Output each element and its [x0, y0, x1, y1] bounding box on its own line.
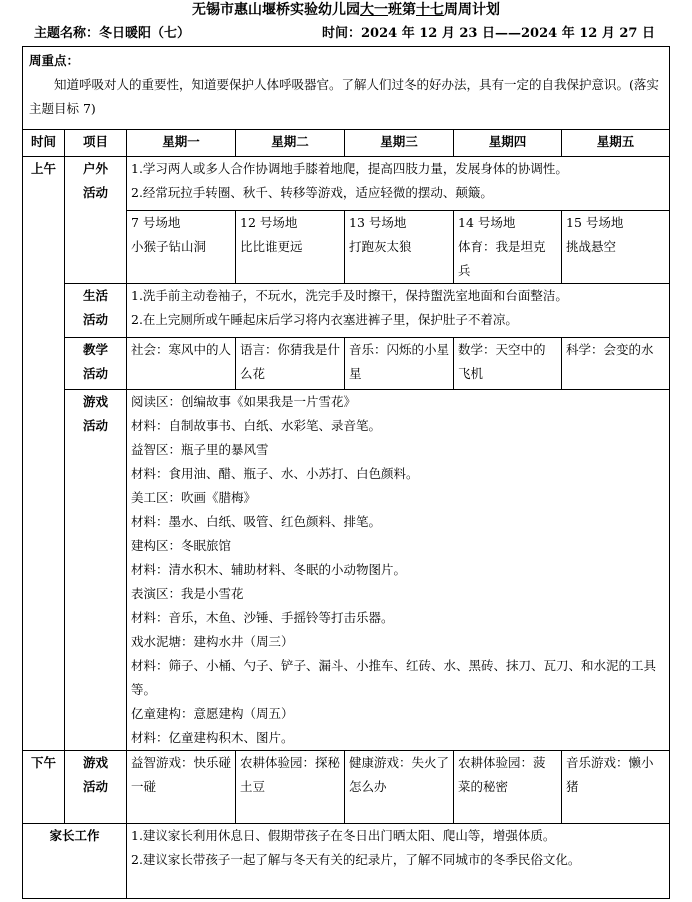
outdoor-label-line2: 活动 [82, 185, 108, 200]
outdoor-game: 比比谁更远 [240, 239, 303, 254]
games-line: 美工区：吹画《腊梅》 [131, 490, 257, 505]
outdoor-field: 13 号场地 [349, 215, 407, 230]
header-tuesday: 星期二 [236, 130, 345, 157]
games-label-line1: 游戏 [82, 394, 108, 409]
outdoor-label-line1: 户外 [82, 161, 108, 176]
theme-name: 主题名称：冬日暖阳（七） [34, 26, 191, 41]
page-title [0, 0, 692, 20]
life-goals [127, 284, 670, 338]
parents-label: 家长工作 [23, 824, 127, 899]
title-week: 十七 [416, 2, 444, 18]
outdoor-wednesday [345, 211, 454, 284]
outdoor-game: 挑战悬空 [566, 239, 617, 254]
afternoon-wednesday: 健康游戏：失火了怎么办 [345, 751, 454, 824]
header-monday: 星期一 [127, 130, 236, 157]
games-line: 材料：食用油、醋、瓶子、水、小苏打、白色颜料。 [131, 466, 419, 481]
life-label [65, 284, 127, 338]
games-line: 亿童建构：意愿建构（周五） [131, 706, 294, 721]
teaching-label [65, 338, 127, 390]
games-label [65, 390, 127, 751]
afternoon-tuesday: 农耕体验园：探秘土豆 [236, 751, 345, 824]
games-line: 材料：筛子、小桶、勺子、铲子、漏斗、小推车、红砖、水、黑砖、抹刀、瓦刀、和水泥的工具等。 [131, 658, 657, 697]
games-line: 材料：自制故事书、白纸、水彩笔、录音笔。 [131, 418, 382, 433]
outdoor-game: 体育：我是坦克兵 [458, 239, 546, 278]
games-content [127, 390, 670, 751]
games-line: 戏水泥塘：建构水井（周三） [131, 634, 294, 649]
title-prefix: 无锡市惠山堰桥实验幼儿园 [192, 2, 360, 18]
outdoor-game: 小猴子钻山洞 [131, 239, 207, 254]
parents-line-2: 2.建议家长带孩子一起了解与冬天有关的纪录片，了解不同城市的冬季民俗文化。 [131, 852, 581, 867]
life-label-line1: 生活 [82, 288, 108, 303]
title-class-name: 大一 [360, 2, 388, 18]
outdoor-thursday [454, 211, 562, 284]
teaching-tuesday: 语言：你猜我是什么花 [236, 338, 345, 390]
games-line: 建构区：冬眠旅馆 [131, 538, 232, 553]
parents-content [127, 824, 670, 899]
games-line: 材料：墨水、白纸、吸管、红色颜料、排笔。 [131, 514, 382, 529]
header-wednesday: 星期三 [345, 130, 454, 157]
teaching-monday: 社会：寒风中的人 [127, 338, 236, 390]
outdoor-friday [562, 211, 670, 284]
focus-label: 周重点： [29, 53, 80, 68]
title-middle: 班第 [388, 2, 416, 18]
games-label-line2: 活动 [82, 418, 108, 433]
header-thursday: 星期四 [454, 130, 562, 157]
outdoor-goals [127, 157, 670, 211]
teaching-label-line1: 教学 [82, 342, 108, 357]
title-suffix: 周周计划 [444, 2, 500, 18]
afternoon-friday: 音乐游戏：懒小猪 [562, 751, 670, 824]
weekly-plan-table [22, 46, 670, 899]
outdoor-label [65, 157, 127, 284]
focus-text: 知道呼吸对人的重要性，知道要保护人体呼吸器官。了解人们过冬的好办法，具有一定的自我保护意识。(落实主题目标 7) [29, 77, 659, 116]
teaching-thursday: 数学：天空中的飞机 [454, 338, 562, 390]
afternoon-row [23, 751, 670, 824]
life-row [23, 284, 670, 338]
teaching-wednesday: 音乐：闪烁的小星星 [345, 338, 454, 390]
teaching-friday: 科学：会变的水 [562, 338, 670, 390]
header-row [23, 130, 670, 157]
header-time: 时间 [23, 130, 65, 157]
afternoon-games-label [65, 751, 127, 824]
teaching-row [23, 338, 670, 390]
games-line: 材料：清水积木、辅助材料、冬眠的小动物图片。 [131, 562, 407, 577]
outdoor-field: 12 号场地 [240, 215, 298, 230]
focus-row [23, 47, 670, 130]
games-line: 益智区：瓶子里的暴风雪 [131, 442, 269, 457]
parents-line-1: 1.建议家长利用休息日、假期带孩子在冬日出门晒太阳、爬山等，增强体质。 [131, 828, 556, 843]
week-focus-cell [23, 47, 670, 130]
life-label-line2: 活动 [82, 312, 108, 327]
life-goal-2: 2.在上完厕所或午睡起床后学习将内衣塞进裤子里，保护肚子不着凉。 [131, 312, 518, 327]
outdoor-monday [127, 211, 236, 284]
outdoor-goals-row [23, 157, 670, 211]
afternoon-label: 下午 [23, 751, 65, 824]
afternoon-games-label-line2: 活动 [82, 779, 108, 794]
date-range: 时间：2024 年 12 月 23 日——2024 年 12 月 27 日 [322, 26, 655, 41]
outdoor-field: 14 号场地 [458, 215, 516, 230]
outdoor-goal-1: 1.学习两人或多人合作协调地手膝着地爬，提高四肢力量，发展身体的协调性。 [131, 161, 568, 176]
afternoon-monday: 益智游戏：快乐碰一碰 [127, 751, 236, 824]
teaching-label-line2: 活动 [82, 366, 108, 381]
parents-row [23, 824, 670, 899]
games-line: 阅读区：创编故事《如果我是一片雪花》 [131, 394, 357, 409]
games-line: 材料：音乐，木鱼、沙锤、手摇铃等打击乐器。 [131, 610, 394, 625]
header-friday: 星期五 [562, 130, 670, 157]
outdoor-field: 7 号场地 [131, 215, 181, 230]
afternoon-games-label-line1: 游戏 [82, 755, 108, 770]
afternoon-thursday: 农耕体验园：菠菜的秘密 [454, 751, 562, 824]
header-item: 项目 [65, 130, 127, 157]
outdoor-tuesday [236, 211, 345, 284]
outdoor-field: 15 号场地 [566, 215, 624, 230]
outdoor-game: 打跑灰太狼 [349, 239, 412, 254]
games-line: 材料：亿童建构积木、图片。 [131, 730, 294, 745]
games-line: 表演区：我是小雪花 [131, 586, 244, 601]
morning-label: 上午 [23, 157, 65, 751]
games-row [23, 390, 670, 751]
life-goal-1: 1.洗手前主动卷袖子，不玩水，洗完手及时擦干，保持盥洗室地面和台面整洁。 [131, 288, 568, 303]
outdoor-goal-2: 2.经常玩拉手转圈、秋千、转移等游戏，适应轻微的摆动、颠簸。 [131, 185, 493, 200]
